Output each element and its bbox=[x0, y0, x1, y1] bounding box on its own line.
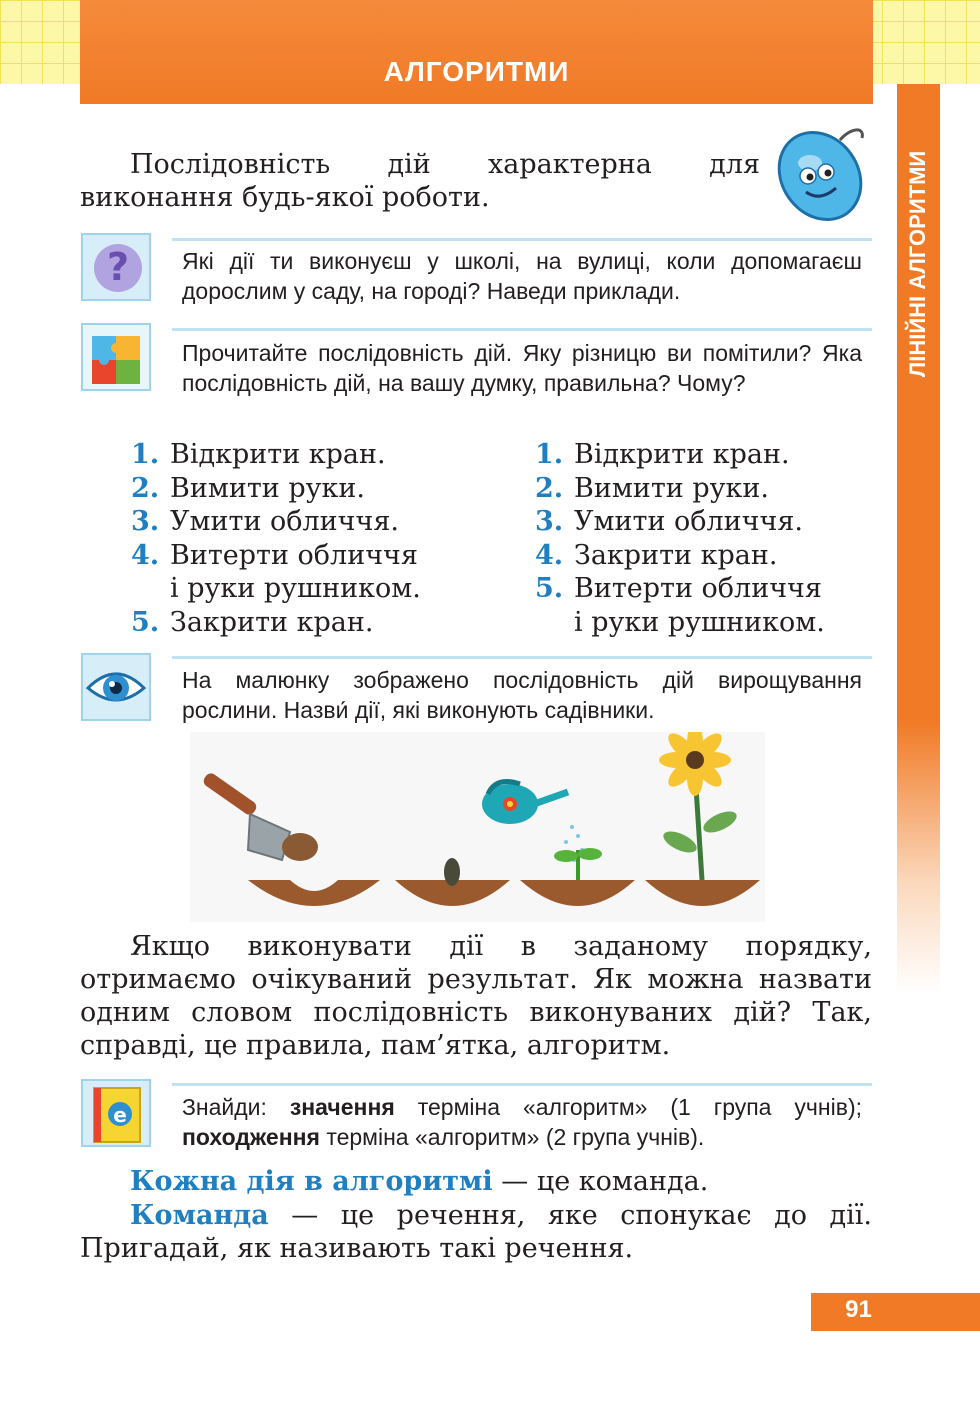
list-item: 5. Витерти обличчя і руки рушником. bbox=[535, 573, 825, 638]
eye-task-text: На малюнку зображено послідовність дій вирощування рослини. Назви́ дії, які виконують садівники. bbox=[182, 667, 862, 723]
page-number: 91 bbox=[845, 1296, 872, 1323]
book-task-text: Знайди: значення терміна «алгоритм» (1 група учнів); походження терміна «алгоритм» (2 група учнів). bbox=[182, 1094, 862, 1150]
side-tab-label: ЛІНІЙНІ АЛГОРИТМИ bbox=[905, 150, 931, 378]
task-rule bbox=[172, 238, 872, 241]
header-bar bbox=[80, 0, 873, 104]
sequence-list-left bbox=[131, 438, 511, 639]
plant-growing-illustration bbox=[190, 732, 765, 922]
intro-paragraph: Послідовність дій характерна для виконання будь-якої роботи. bbox=[80, 149, 760, 213]
puzzle-icon bbox=[80, 322, 152, 392]
sequence-list-right bbox=[535, 438, 875, 639]
svg-text:e: e bbox=[113, 1103, 127, 1127]
page-title: АЛГОРИТМИ bbox=[383, 56, 570, 87]
list-item: 4. Закрити кран. bbox=[535, 539, 778, 571]
list-item: 1. Відкрити кран. bbox=[131, 439, 386, 470]
list-item: 2. Вимити руки. bbox=[535, 472, 769, 504]
eye-icon bbox=[80, 652, 152, 722]
question-task-text: Які дії ти виконуєш у школі, на вулиці, коли допомагаєш дорослим у саду, на городі? Наведи приклади. bbox=[182, 248, 862, 304]
list-item: 5. Закрити кран. bbox=[131, 606, 374, 638]
task-rule bbox=[172, 1083, 872, 1086]
task-rule bbox=[172, 328, 872, 331]
book-icon bbox=[80, 1078, 152, 1148]
paragraph-algorithm: Якщо виконувати дії в заданому порядку, отримаємо очікуваний результат. Як можна назвати одним словом послідовність виконуваних дій? Так, справді, це правила, пам’ятка, алгоритм. bbox=[80, 931, 872, 1061]
side-tab-label-wrap bbox=[897, 84, 940, 444]
term-meaning: значення bbox=[289, 1094, 395, 1120]
definition-term: Команда bbox=[130, 1200, 269, 1231]
definition-command: Команда — це речення, яке спонукає до дії. Пригадай, як називають такі речення. bbox=[80, 1200, 872, 1264]
list-item: 3. Умити обличчя. bbox=[535, 506, 803, 537]
mouse-mascot-icon bbox=[770, 118, 880, 228]
question-icon bbox=[80, 232, 152, 302]
list-item: 2. Вимити руки. bbox=[131, 472, 365, 504]
list-item: 4. Витерти обличчя і руки рушником. bbox=[131, 539, 421, 604]
svg-text:?: ? bbox=[106, 245, 130, 289]
definition-term: Кожна дія в алгоритмі bbox=[130, 1166, 493, 1197]
list-item: 1. Відкрити кран. bbox=[535, 439, 790, 470]
term-origin: походження bbox=[182, 1124, 320, 1150]
puzzle-task-text: Прочитайте послідовність дій. Яку різницю ви помітили? Яка послідовність дій, на вашу думку, правильна? Чому? bbox=[182, 340, 862, 396]
definition-action: Кожна дія в алгоритмі — це команда. bbox=[130, 1166, 709, 1197]
list-item: 3. Умити обличчя. bbox=[131, 506, 399, 537]
task-rule bbox=[172, 656, 872, 659]
